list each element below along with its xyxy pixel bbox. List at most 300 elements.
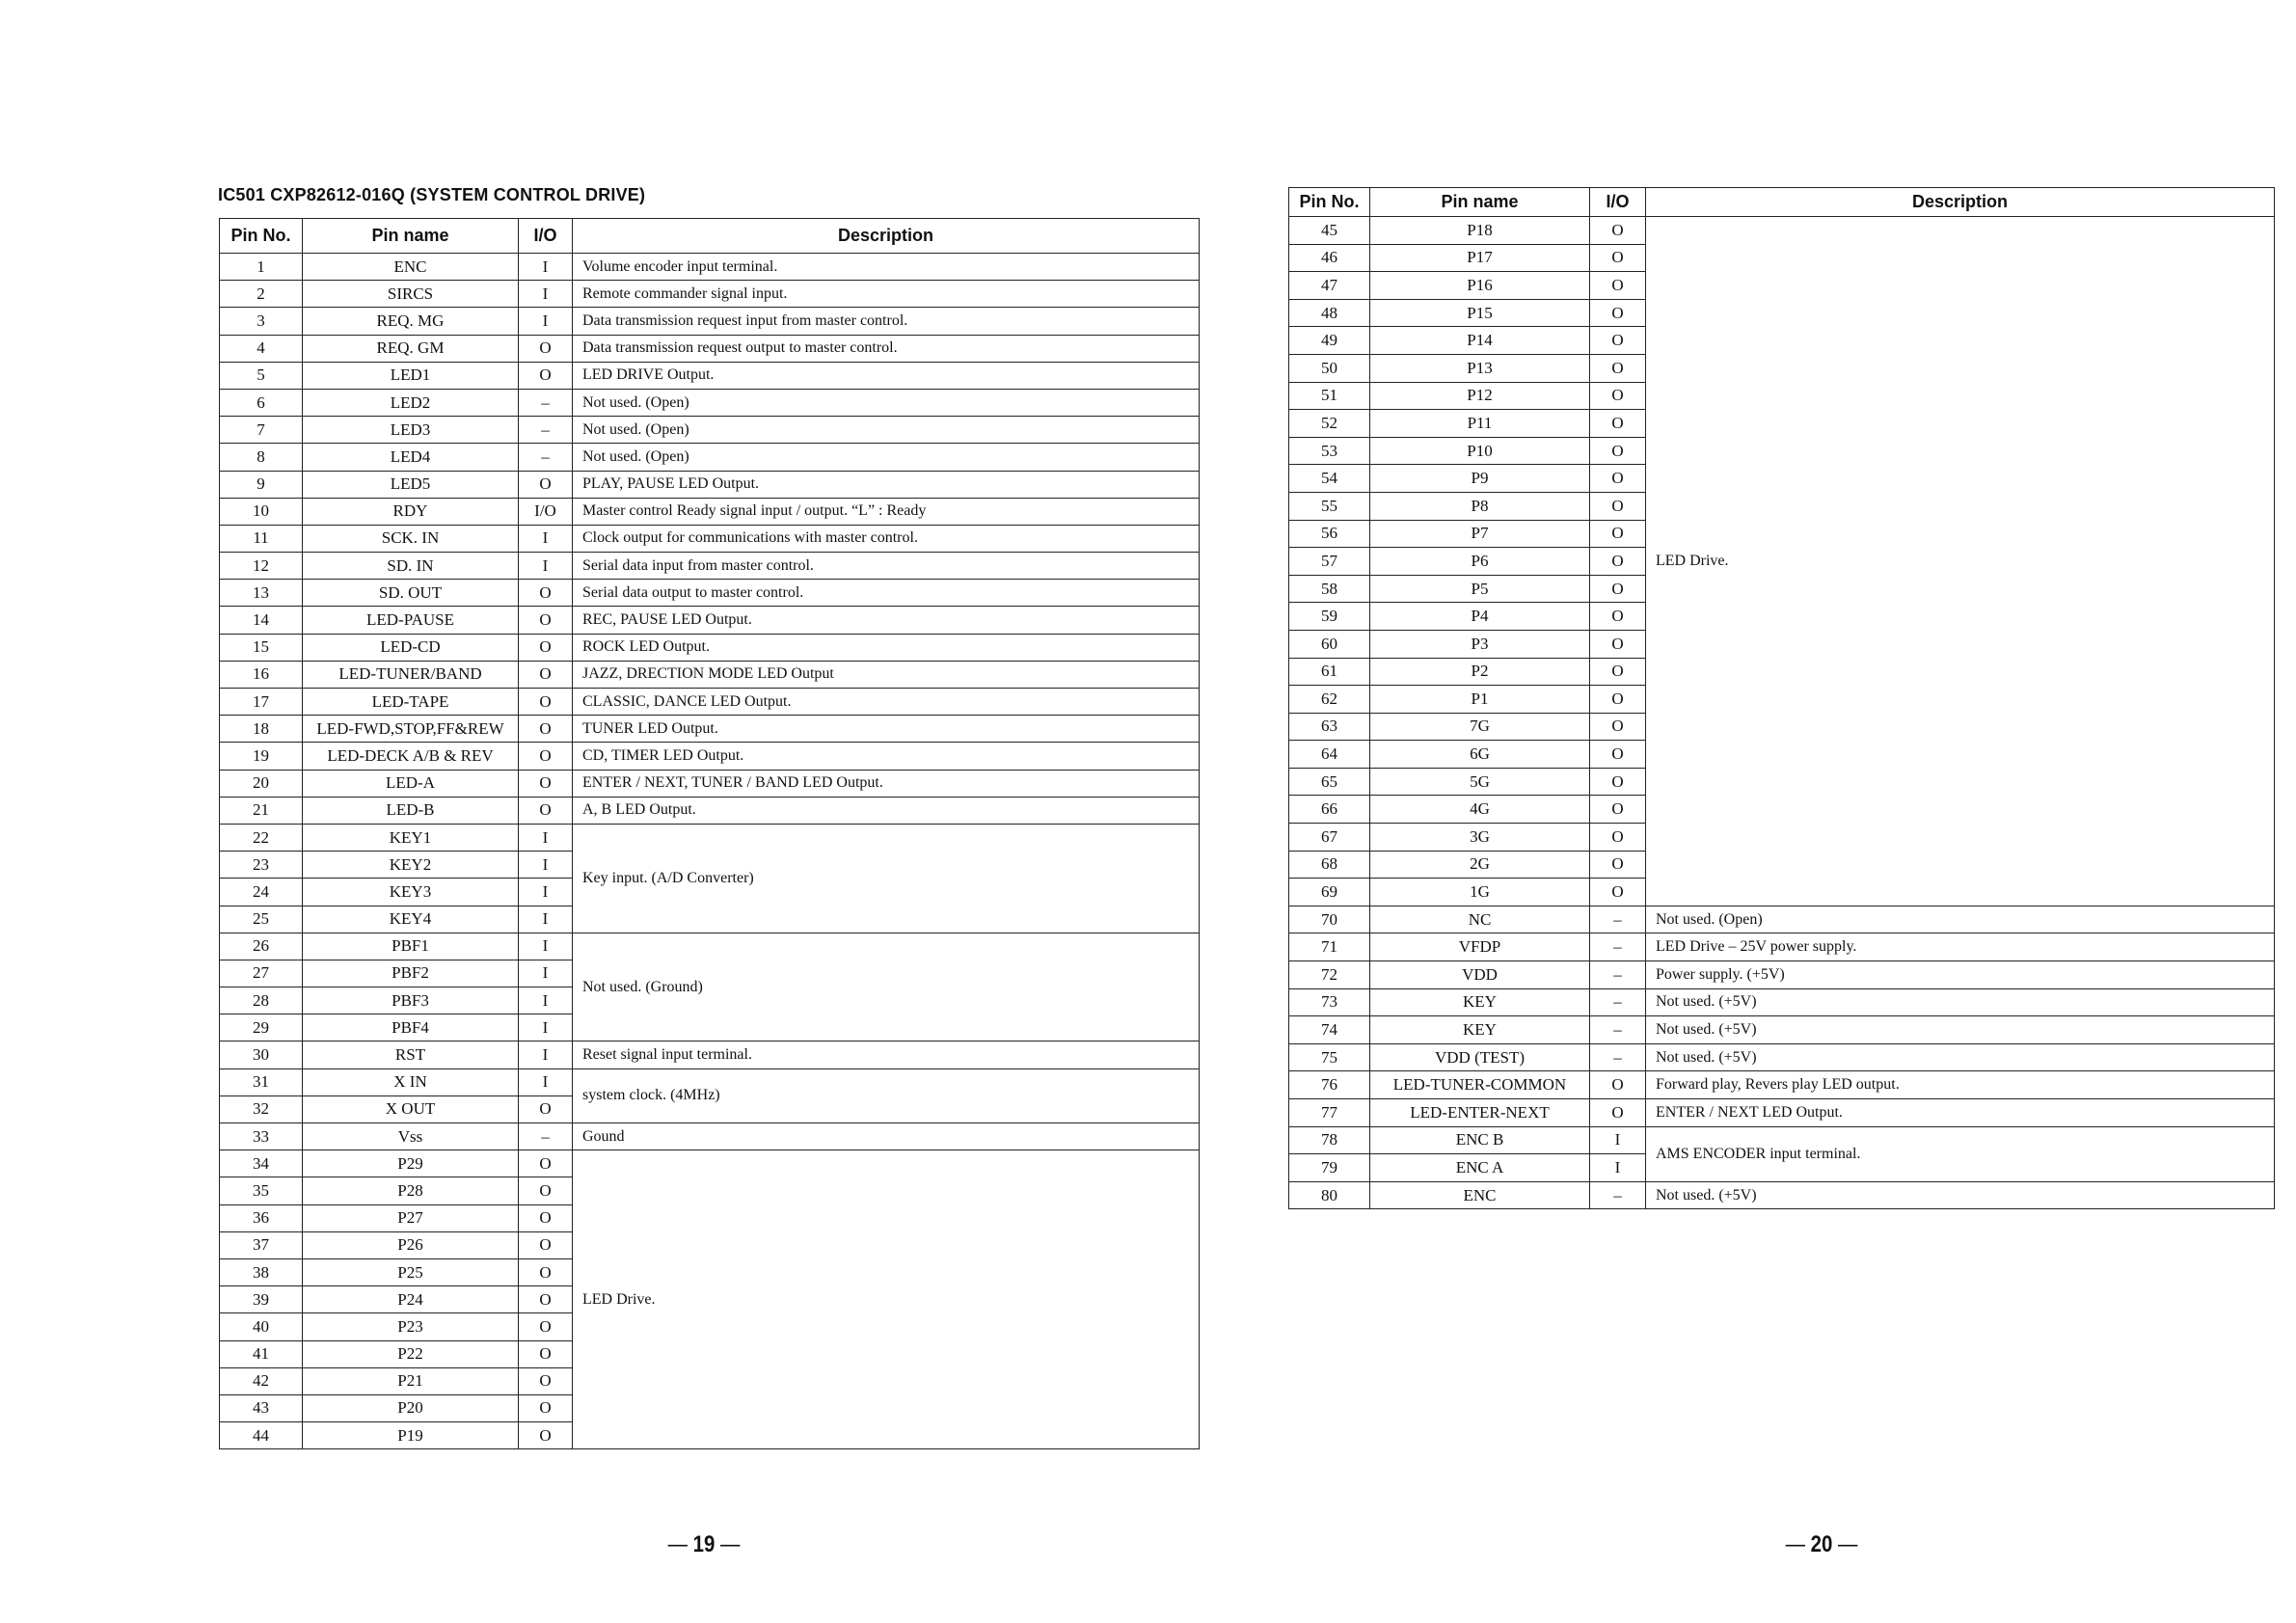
io-cell: – — [519, 444, 573, 471]
pin-number-cell: 55 — [1289, 492, 1370, 520]
io-cell: O — [519, 1286, 573, 1313]
description-cell: Not used. (+5V) — [1646, 1043, 2275, 1071]
pin-number-cell: 4 — [220, 335, 303, 362]
pin-number-cell: 73 — [1289, 988, 1370, 1016]
io-cell: O — [1590, 244, 1646, 272]
io-cell: O — [519, 1204, 573, 1231]
pin-name-cell: X IN — [303, 1068, 519, 1096]
pin-name-cell: 6G — [1370, 741, 1590, 769]
io-cell: – — [519, 389, 573, 416]
pin-name-cell: ENC B — [1370, 1126, 1590, 1154]
io-cell: I — [519, 525, 573, 552]
io-cell: O — [1590, 686, 1646, 714]
description-cell: ENTER / NEXT LED Output. — [1646, 1099, 2275, 1127]
io-cell: O — [1590, 382, 1646, 410]
pin-name-cell: 7G — [1370, 713, 1590, 741]
description-cell: PLAY, PAUSE LED Output. — [573, 471, 1200, 498]
pin-number-cell: 78 — [1289, 1126, 1370, 1154]
io-cell: O — [1590, 713, 1646, 741]
table-row — [220, 580, 1200, 607]
pin-number-cell: 75 — [1289, 1043, 1370, 1071]
pin-number-cell: 66 — [1289, 796, 1370, 824]
table-row — [1289, 1126, 2275, 1154]
table-row — [220, 1150, 1200, 1177]
io-cell: O — [519, 716, 573, 743]
header-pin-no: Pin No. — [1289, 188, 1370, 217]
table-row — [1289, 988, 2275, 1016]
table-row — [220, 254, 1200, 281]
description-cell: REC, PAUSE LED Output. — [573, 607, 1200, 634]
description-cell: Clock output for communications with master control. — [573, 525, 1200, 552]
description-cell: Remote commander signal input. — [573, 281, 1200, 308]
header-io: I/O — [1590, 188, 1646, 217]
page-number-left: — 19 — — [667, 1531, 741, 1557]
description-cell: JAZZ, DRECTION MODE LED Output — [573, 661, 1200, 688]
pin-name-cell: NC — [1370, 906, 1590, 933]
pin-name-cell: 2G — [1370, 851, 1590, 879]
pin-name-cell: RDY — [303, 498, 519, 525]
pin-name-cell: P19 — [303, 1422, 519, 1449]
pin-number-cell: 17 — [220, 689, 303, 716]
pin-name-cell: P14 — [1370, 327, 1590, 355]
table-row — [220, 281, 1200, 308]
table-row — [220, 1068, 1200, 1096]
description-cell: Not used. (+5V) — [1646, 1016, 2275, 1044]
io-cell: O — [519, 1367, 573, 1394]
pin-name-cell: LED4 — [303, 444, 519, 471]
pin-name-cell: P6 — [1370, 548, 1590, 576]
io-cell: O — [519, 743, 573, 770]
pin-name-cell: 1G — [1370, 879, 1590, 906]
io-cell: – — [1590, 1016, 1646, 1044]
pin-name-cell: KEY — [1370, 988, 1590, 1016]
description-cell: Not used. (Ground) — [573, 933, 1200, 1041]
io-cell: O — [1590, 1071, 1646, 1099]
pin-number-cell: 32 — [220, 1096, 303, 1123]
pin-number-cell: 39 — [220, 1286, 303, 1313]
description-cell: TUNER LED Output. — [573, 716, 1200, 743]
pin-number-cell: 9 — [220, 471, 303, 498]
description-cell: ENTER / NEXT, TUNER / BAND LED Output. — [573, 770, 1200, 797]
pin-name-cell: X OUT — [303, 1096, 519, 1123]
pin-name-cell: VDD (TEST) — [1370, 1043, 1590, 1071]
table-row — [220, 553, 1200, 580]
description-cell: Data transmission request input from master control. — [573, 308, 1200, 335]
table-row — [220, 335, 1200, 362]
page-number-right: — 20 — — [1785, 1531, 1858, 1557]
pin-name-cell: P28 — [303, 1177, 519, 1204]
pin-number-cell: 7 — [220, 417, 303, 444]
pin-name-cell: LED-ENTER-NEXT — [1370, 1099, 1590, 1127]
pin-number-cell: 11 — [220, 525, 303, 552]
table-row — [1289, 1043, 2275, 1071]
pin-number-cell: 26 — [220, 933, 303, 960]
pin-number-cell: 15 — [220, 634, 303, 661]
description-cell: Forward play, Revers play LED output. — [1646, 1071, 2275, 1099]
io-cell: I — [519, 1014, 573, 1041]
io-cell: – — [1590, 1181, 1646, 1209]
io-cell: I — [519, 933, 573, 960]
pin-number-cell: 14 — [220, 607, 303, 634]
pin-number-cell: 1 — [220, 254, 303, 281]
description-cell: Gound — [573, 1123, 1200, 1150]
table-row — [1289, 1099, 2275, 1127]
pin-name-cell: P5 — [1370, 575, 1590, 603]
table-row — [220, 933, 1200, 960]
header-description: Description — [573, 219, 1200, 254]
pin-name-cell: VDD — [1370, 961, 1590, 989]
pin-number-cell: 57 — [1289, 548, 1370, 576]
pin-number-cell: 56 — [1289, 520, 1370, 548]
pin-name-cell: 3G — [1370, 824, 1590, 852]
table-row — [220, 661, 1200, 688]
pin-number-cell: 68 — [1289, 851, 1370, 879]
io-cell: O — [519, 1177, 573, 1204]
io-cell: I — [519, 824, 573, 851]
pin-name-cell: PBF4 — [303, 1014, 519, 1041]
pin-number-cell: 47 — [1289, 272, 1370, 300]
pin-name-cell: VFDP — [1370, 933, 1590, 961]
io-cell: O — [1590, 1099, 1646, 1127]
pin-number-cell: 46 — [1289, 244, 1370, 272]
pin-number-cell: 16 — [220, 661, 303, 688]
io-cell: O — [519, 1231, 573, 1258]
description-cell: Not used. (Open) — [573, 444, 1200, 471]
pin-name-cell: P22 — [303, 1340, 519, 1367]
pin-number-cell: 34 — [220, 1150, 303, 1177]
pin-name-cell: P1 — [1370, 686, 1590, 714]
pin-number-cell: 36 — [220, 1204, 303, 1231]
table-row — [220, 689, 1200, 716]
pin-number-cell: 43 — [220, 1394, 303, 1421]
io-cell: O — [519, 661, 573, 688]
io-cell: O — [519, 1096, 573, 1123]
description-cell: LED Drive – 25V power supply. — [1646, 933, 2275, 961]
pin-name-cell: LED5 — [303, 471, 519, 498]
description-cell: CLASSIC, DANCE LED Output. — [573, 689, 1200, 716]
description-cell: Power supply. (+5V) — [1646, 961, 2275, 989]
io-cell: O — [519, 770, 573, 797]
io-cell: O — [1590, 272, 1646, 300]
io-cell: I — [519, 553, 573, 580]
pin-number-cell: 61 — [1289, 658, 1370, 686]
io-cell: O — [1590, 741, 1646, 769]
pin-number-cell: 59 — [1289, 603, 1370, 631]
table-row — [220, 824, 1200, 851]
pin-number-cell: 30 — [220, 1041, 303, 1068]
pin-name-cell: P18 — [1370, 217, 1590, 245]
io-cell: I — [519, 906, 573, 933]
pin-name-cell: P16 — [1370, 272, 1590, 300]
table-row — [220, 498, 1200, 525]
pin-number-cell: 40 — [220, 1313, 303, 1340]
pin-number-cell: 24 — [220, 879, 303, 906]
pin-name-cell: SD. OUT — [303, 580, 519, 607]
io-cell: – — [519, 1123, 573, 1150]
pin-number-cell: 5 — [220, 362, 303, 389]
io-cell: O — [1590, 796, 1646, 824]
io-cell: I — [519, 987, 573, 1014]
table-row — [1289, 961, 2275, 989]
pin-name-cell: P20 — [303, 1394, 519, 1421]
table-row — [220, 770, 1200, 797]
table-row — [220, 525, 1200, 552]
io-cell: O — [1590, 824, 1646, 852]
pin-name-cell: PBF1 — [303, 933, 519, 960]
pin-name-cell: ENC — [303, 254, 519, 281]
pin-number-cell: 25 — [220, 906, 303, 933]
pin-number-cell: 12 — [220, 553, 303, 580]
pin-name-cell: P27 — [303, 1204, 519, 1231]
description-cell: Serial data output to master control. — [573, 580, 1200, 607]
description-cell: Key input. (A/D Converter) — [573, 824, 1200, 933]
pin-number-cell: 21 — [220, 797, 303, 824]
description-cell: Not used. (Open) — [573, 417, 1200, 444]
pin-name-cell: LED-DECK A/B & REV — [303, 743, 519, 770]
header-pin-name: Pin name — [1370, 188, 1590, 217]
pin-name-cell: RST — [303, 1041, 519, 1068]
pin-name-cell: PBF2 — [303, 960, 519, 987]
description-cell: Not used. (Open) — [573, 389, 1200, 416]
pin-number-cell: 22 — [220, 824, 303, 851]
io-cell: O — [519, 580, 573, 607]
io-cell: O — [519, 471, 573, 498]
io-cell: I — [1590, 1126, 1646, 1154]
table-row — [220, 634, 1200, 661]
description-cell: Data transmission request output to master control. — [573, 335, 1200, 362]
pin-name-cell: P10 — [1370, 437, 1590, 465]
pin-number-cell: 50 — [1289, 354, 1370, 382]
pin-number-cell: 79 — [1289, 1154, 1370, 1182]
pin-name-cell: ENC A — [1370, 1154, 1590, 1182]
table-row — [1289, 906, 2275, 933]
pin-number-cell: 71 — [1289, 933, 1370, 961]
io-cell: I — [519, 254, 573, 281]
pin-number-cell: 29 — [220, 1014, 303, 1041]
description-cell: LED DRIVE Output. — [573, 362, 1200, 389]
pin-table-right — [1288, 187, 2275, 1209]
table-row — [220, 471, 1200, 498]
io-cell: O — [1590, 851, 1646, 879]
pin-name-cell: P7 — [1370, 520, 1590, 548]
pin-number-cell: 58 — [1289, 575, 1370, 603]
io-cell: O — [1590, 410, 1646, 438]
pin-name-cell: P25 — [303, 1258, 519, 1285]
io-cell: – — [1590, 1043, 1646, 1071]
pin-name-cell: P11 — [1370, 410, 1590, 438]
pin-number-cell: 19 — [220, 743, 303, 770]
pin-number-cell: 80 — [1289, 1181, 1370, 1209]
io-cell: I — [519, 960, 573, 987]
io-cell: O — [519, 607, 573, 634]
io-cell: I — [1590, 1154, 1646, 1182]
io-cell: O — [1590, 658, 1646, 686]
description-cell: Not used. (Open) — [1646, 906, 2275, 933]
io-cell: O — [519, 1150, 573, 1177]
io-cell: O — [1590, 492, 1646, 520]
io-cell: – — [1590, 906, 1646, 933]
pin-number-cell: 76 — [1289, 1071, 1370, 1099]
io-cell: O — [1590, 575, 1646, 603]
pin-number-cell: 28 — [220, 987, 303, 1014]
io-cell: O — [519, 1394, 573, 1421]
pin-number-cell: 35 — [220, 1177, 303, 1204]
io-cell: I — [519, 852, 573, 879]
io-cell: O — [1590, 354, 1646, 382]
io-cell: O — [1590, 465, 1646, 493]
description-cell: A, B LED Output. — [573, 797, 1200, 824]
table-row — [220, 444, 1200, 471]
io-cell: – — [1590, 933, 1646, 961]
pin-name-cell: ENC — [1370, 1181, 1590, 1209]
pin-number-cell: 49 — [1289, 327, 1370, 355]
description-cell: Not used. (+5V) — [1646, 1181, 2275, 1209]
io-cell: O — [519, 1340, 573, 1367]
io-cell: I — [519, 308, 573, 335]
pin-name-cell: KEY4 — [303, 906, 519, 933]
pin-name-cell: SIRCS — [303, 281, 519, 308]
pin-name-cell: 4G — [1370, 796, 1590, 824]
pin-number-cell: 63 — [1289, 713, 1370, 741]
table-row — [220, 607, 1200, 634]
pin-number-cell: 52 — [1289, 410, 1370, 438]
description-cell: ROCK LED Output. — [573, 634, 1200, 661]
pin-name-cell: REQ. MG — [303, 308, 519, 335]
pin-name-cell: P2 — [1370, 658, 1590, 686]
description-cell: CD, TIMER LED Output. — [573, 743, 1200, 770]
pin-name-cell: LED-TAPE — [303, 689, 519, 716]
description-cell: LED Drive. — [573, 1150, 1200, 1449]
io-cell: I — [519, 281, 573, 308]
table-row — [220, 417, 1200, 444]
pin-name-cell: LED-A — [303, 770, 519, 797]
pin-number-cell: 51 — [1289, 382, 1370, 410]
description-cell: Serial data input from master control. — [573, 553, 1200, 580]
pin-number-cell: 69 — [1289, 879, 1370, 906]
pin-number-cell: 18 — [220, 716, 303, 743]
table-row — [220, 797, 1200, 824]
pin-number-cell: 23 — [220, 852, 303, 879]
table-row — [1289, 933, 2275, 961]
io-cell: O — [1590, 520, 1646, 548]
pin-number-cell: 42 — [220, 1367, 303, 1394]
pin-name-cell: PBF3 — [303, 987, 519, 1014]
pin-number-cell: 72 — [1289, 961, 1370, 989]
description-cell: Not used. (+5V) — [1646, 988, 2275, 1016]
header-io: I/O — [519, 219, 573, 254]
description-cell: LED Drive. — [1646, 217, 2275, 906]
pin-name-cell: LED-TUNER-COMMON — [1370, 1071, 1590, 1099]
table-row — [220, 389, 1200, 416]
pin-name-cell: LED-PAUSE — [303, 607, 519, 634]
pin-name-cell: LED2 — [303, 389, 519, 416]
io-cell: – — [1590, 988, 1646, 1016]
pin-name-cell: P24 — [303, 1286, 519, 1313]
pin-number-cell: 54 — [1289, 465, 1370, 493]
pin-number-cell: 20 — [220, 770, 303, 797]
pin-name-cell: KEY — [1370, 1016, 1590, 1044]
io-cell: – — [1590, 961, 1646, 989]
pin-number-cell: 70 — [1289, 906, 1370, 933]
pin-number-cell: 67 — [1289, 824, 1370, 852]
pin-name-cell: REQ. GM — [303, 335, 519, 362]
pin-name-cell: LED3 — [303, 417, 519, 444]
pin-number-cell: 62 — [1289, 686, 1370, 714]
table-row — [220, 308, 1200, 335]
io-cell: O — [1590, 548, 1646, 576]
description-cell: Master control Ready signal input / output. “L” : Ready — [573, 498, 1200, 525]
table-row — [220, 716, 1200, 743]
pin-name-cell: LED-CD — [303, 634, 519, 661]
io-cell: O — [1590, 630, 1646, 658]
pin-number-cell: 44 — [220, 1422, 303, 1449]
io-cell: O — [1590, 217, 1646, 245]
io-cell: O — [519, 1258, 573, 1285]
pin-number-cell: 60 — [1289, 630, 1370, 658]
io-cell: O — [519, 362, 573, 389]
pin-number-cell: 2 — [220, 281, 303, 308]
pin-name-cell: LED-FWD,STOP,FF&REW — [303, 716, 519, 743]
io-cell: I/O — [519, 498, 573, 525]
description-cell: Volume encoder input terminal. — [573, 254, 1200, 281]
pin-name-cell: LED-TUNER/BAND — [303, 661, 519, 688]
io-cell: O — [519, 634, 573, 661]
pin-name-cell: P13 — [1370, 354, 1590, 382]
table-row — [220, 1041, 1200, 1068]
page-title: IC501 CXP82612-016Q (SYSTEM CONTROL DRIVE) — [218, 185, 646, 204]
header-pin-name: Pin name — [303, 219, 519, 254]
pin-name-cell: P17 — [1370, 244, 1590, 272]
table-row — [1289, 1016, 2275, 1044]
io-cell: O — [1590, 768, 1646, 796]
pin-number-cell: 31 — [220, 1068, 303, 1096]
pin-table-left — [219, 218, 1200, 1449]
pin-number-cell: 45 — [1289, 217, 1370, 245]
io-cell: O — [519, 335, 573, 362]
pin-number-cell: 64 — [1289, 741, 1370, 769]
pin-number-cell: 74 — [1289, 1016, 1370, 1044]
pin-name-cell: P12 — [1370, 382, 1590, 410]
pin-name-cell: KEY2 — [303, 852, 519, 879]
pin-number-cell: 65 — [1289, 768, 1370, 796]
pin-number-cell: 48 — [1289, 299, 1370, 327]
pin-number-cell: 10 — [220, 498, 303, 525]
pin-number-cell: 33 — [220, 1123, 303, 1150]
pin-number-cell: 37 — [220, 1231, 303, 1258]
pin-number-cell: 38 — [220, 1258, 303, 1285]
pin-name-cell: P29 — [303, 1150, 519, 1177]
pin-number-cell: 3 — [220, 308, 303, 335]
pin-name-cell: SD. IN — [303, 553, 519, 580]
pin-name-cell: P26 — [303, 1231, 519, 1258]
table-row — [1289, 217, 2275, 245]
io-cell: – — [519, 417, 573, 444]
pin-number-cell: 13 — [220, 580, 303, 607]
table-row — [1289, 1181, 2275, 1209]
pin-name-cell: P3 — [1370, 630, 1590, 658]
pin-number-cell: 77 — [1289, 1099, 1370, 1127]
description-cell: system clock. (4MHz) — [573, 1068, 1200, 1123]
pin-name-cell: P15 — [1370, 299, 1590, 327]
description-cell: Reset signal input terminal. — [573, 1041, 1200, 1068]
pin-number-cell: 6 — [220, 389, 303, 416]
table-row — [220, 1123, 1200, 1150]
table-row — [220, 743, 1200, 770]
io-cell: O — [1590, 299, 1646, 327]
header-pin-no: Pin No. — [220, 219, 303, 254]
io-cell: O — [519, 689, 573, 716]
pin-name-cell: P9 — [1370, 465, 1590, 493]
